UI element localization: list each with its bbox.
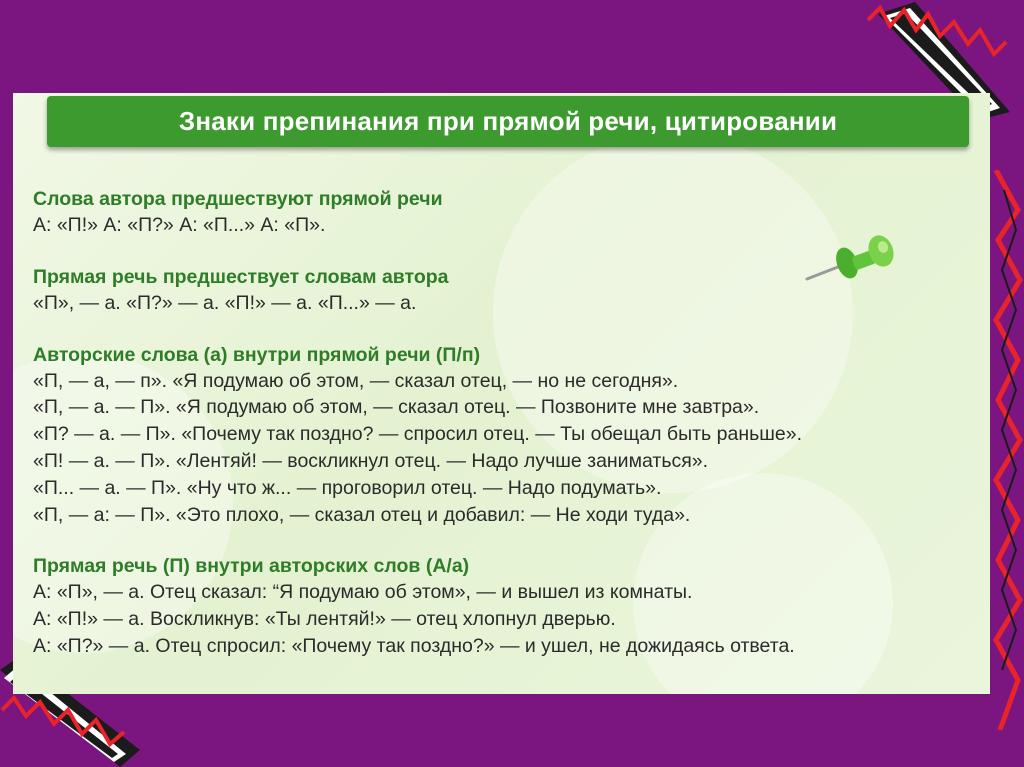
rule-line: «П, — а: — П». «Это плохо, — сказал отец и добавил: — Не ходи туда». bbox=[33, 503, 691, 526]
section-title: Слова автора предшествуют прямой речи bbox=[33, 188, 443, 210]
section-author-inside bbox=[33, 342, 980, 529]
section-author-before bbox=[33, 186, 980, 239]
section-title: Прямая речь (П) внутри авторских слов (А/а) bbox=[33, 555, 470, 578]
rule-line: «П», — а. «П?» — а. «П!» — а. «П...» — а. bbox=[33, 291, 417, 314]
rules-content bbox=[33, 186, 980, 660]
rule-line: А: «П!» А: «П?» А: «П...» А: «П». bbox=[33, 214, 326, 236]
rule-line: «П, — а, — п». «Я подумаю об этом, — сказал отец, — но не сегодня». bbox=[33, 369, 679, 392]
rule-line: «П, — а. — П». «Я подумаю об этом, — сказал отец. — Позвоните мне завтра». bbox=[33, 396, 760, 419]
slide-panel bbox=[13, 93, 990, 694]
rule-line: А: «П?» — а. Отец спросил: «Почему так поздно?» — и ушел, не дожидаясь ответа. bbox=[33, 634, 795, 657]
rule-line: «П? — а. — П». «Почему так поздно? — спросил отец. — Ты обещал быть раньше». bbox=[33, 423, 802, 446]
rule-line: «П... — а. — П». «Ну что ж... — проговорил отец. — Надо подумать». bbox=[33, 476, 662, 499]
section-speech-before bbox=[33, 264, 980, 317]
title-banner bbox=[47, 96, 969, 147]
section-title: Прямая речь предшествует словам автора bbox=[33, 265, 449, 288]
page-title: Знаки препинания при прямой речи, цитировании bbox=[178, 106, 838, 136]
zigzag-decoration-right bbox=[990, 170, 1024, 730]
section-speech-inside bbox=[33, 553, 980, 659]
rule-line: А: «П!» — а. Воскликнув: «Ты лентяй!» — отец хлопнул дверью. bbox=[33, 608, 616, 631]
rule-line: «П! — а. — П». «Лентяй! — воскликнул отец. — Надо лучше заниматься». bbox=[33, 449, 709, 472]
rule-line: А: «П», — а. Отец сказал: “Я подумаю об этом», — и вышел из комнаты. bbox=[33, 581, 693, 604]
section-title: Авторские слова (а) внутри прямой речи (П/п) bbox=[33, 343, 481, 366]
